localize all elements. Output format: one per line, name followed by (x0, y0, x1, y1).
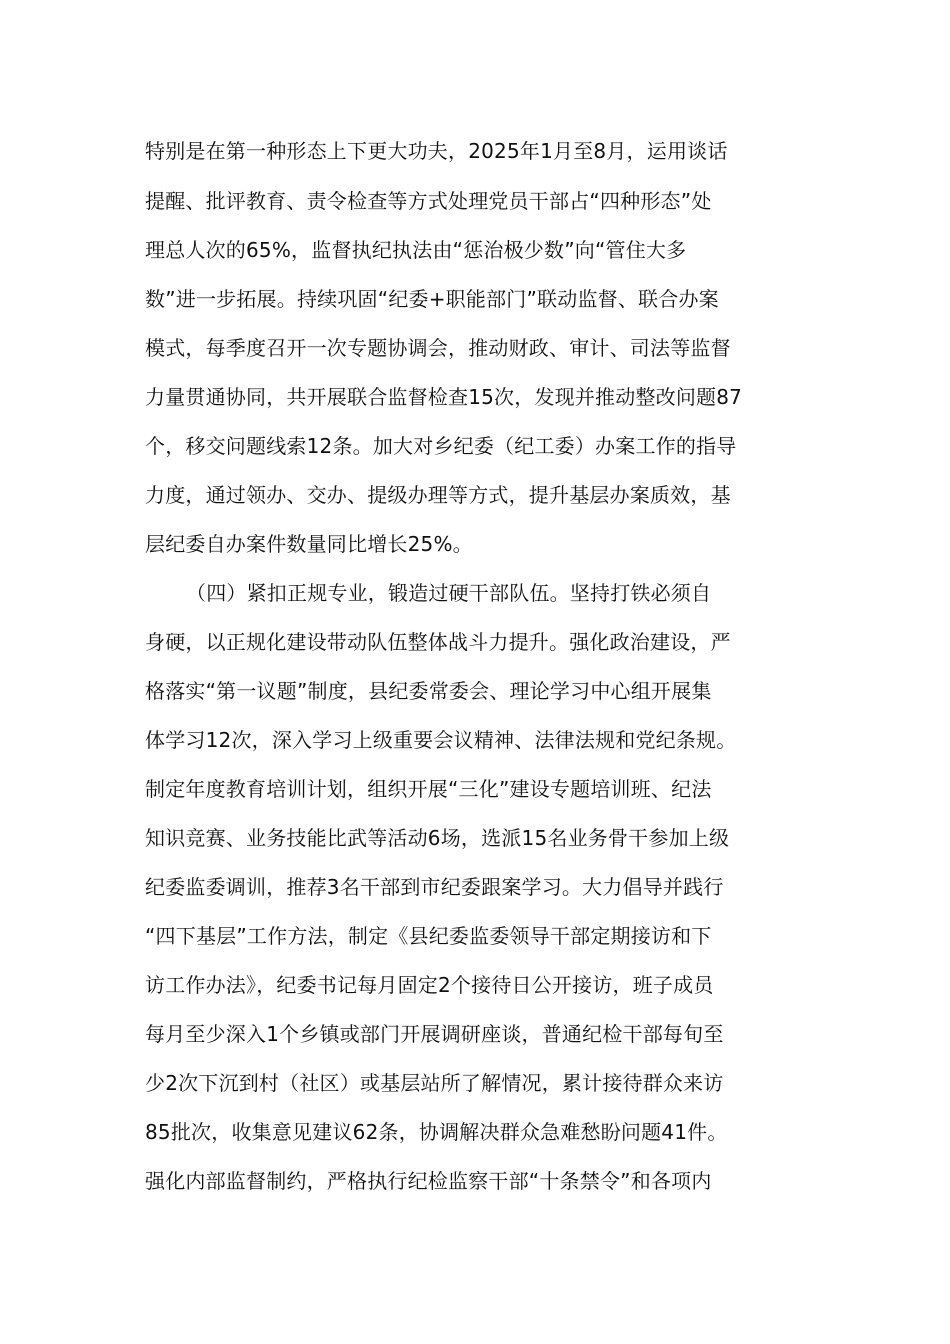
text-line: “四下基层”工作方法，制定《县纪委监委领导干部定期接访和下 (145, 924, 712, 948)
text-line: 身硬，以正规化建设带动队伍整体战斗力提升。强化政治建设，严 (145, 630, 731, 654)
text-line: 体学习12次，深入学习上级重要会议精神、法律法规和党纪条规。 (145, 728, 737, 752)
text-line: 力量贯通协同，共开展联合监督检查15次，发现并推动整改问题87 (145, 385, 743, 409)
text-line: 纪委监委调训，推荐3名干部到市纪委跟案学习。大力倡导并践行 (145, 875, 724, 899)
text-line: 层纪委自办案件数量同比增长25%。 (145, 532, 473, 556)
text-line: 85批次，收集意见建议62条，协调解决群众急难愁盼问题41件。 (145, 1120, 728, 1144)
text-line: 数”进一步拓展。持续巩固“纪委+职能部门”联动监督、联合办案 (145, 287, 719, 311)
text-line: 理总人次的65%，监督执纪执法由“惩治极少数”向“管住大多 (145, 238, 687, 262)
text-line: 少2次下沉到村（社区）或基层站所了解情况，累计接待群众来访 (145, 1071, 724, 1095)
text-line: 模式，每季度召开一次专题协调会，推动财政、审计、司法等监督 (145, 336, 731, 360)
text-line: 每月至少深入1个乡镇或部门开展调研座谈，普通纪检干部每旬至 (145, 1022, 724, 1046)
text-line: 特别是在第一种形态上下更大功夫，2025年1月至8月，运用谈话 (145, 139, 728, 163)
text-line: 访工作办法》，纪委书记每月固定2个接待日公开接访，班子成员 (145, 973, 714, 997)
text-line: 力度，通过领办、交办、提级办理等方式，提升基层办案质效，基 (145, 483, 731, 507)
text-line: 知识竞赛、业务技能比武等活动6场，选派15名业务骨干参加上级 (145, 826, 730, 850)
text-line: 制定年度教育培训计划，组织开展“三化”建设专题培训班、纪法 (145, 777, 712, 801)
text-line: 强化内部监督制约，严格执行纪检监察干部“十条禁令”和各项内 (145, 1169, 712, 1193)
text-line: 个，移交问题线索12条。加大对乡纪委（纪工委）办案工作的指导 (145, 434, 737, 458)
text-line: 提醒、批评教育、责令检查等方式处理党员干部占“四种形态”处 (145, 189, 712, 213)
text-line: 格落实“第一议题”制度，县纪委常委会、理论学习中心组开展集 (145, 679, 712, 703)
section-heading-line: （四）紧扣正规专业，锻造过硬干部队伍。坚持打铁必须自 (186, 581, 712, 605)
